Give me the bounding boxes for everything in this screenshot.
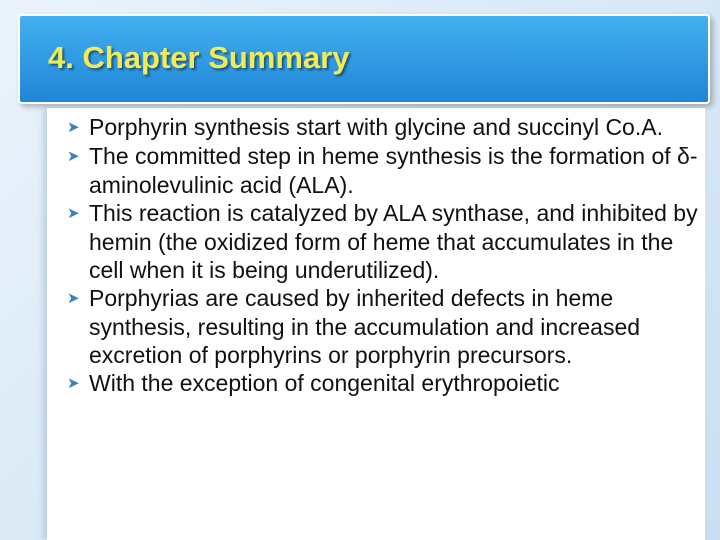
bullet-item <box>67 142 707 199</box>
arrow-bullet-icon: ➤ <box>67 290 80 307</box>
bullet-text: With the exception of congenital erythropoietic <box>89 370 560 396</box>
arrow-bullet-icon: ➤ <box>67 119 80 136</box>
arrow-bullet-icon: ➤ <box>67 205 80 222</box>
bullet-list <box>67 113 707 398</box>
bullet-item <box>67 113 707 142</box>
bullet-item <box>67 199 707 284</box>
bullet-text: The committed step in heme synthesis is the formation of δ-aminolevulinic acid (ALA). <box>89 143 698 198</box>
bullet-text: This reaction is catalyzed by ALA synthase, and inhibited by hemin (the oxidized form of heme that accumulates in the cell when it is being underutilized). <box>89 200 698 283</box>
arrow-bullet-icon: ➤ <box>67 375 80 392</box>
slide-title: 4. Chapter Summary <box>48 40 350 75</box>
bullet-text: Porphyrias are caused by inherited defects in heme synthesis, resulting in the accumulation and increased excretion of porphyrins or porphyrin precursors. <box>89 285 641 368</box>
bullet-text: Porphyrin synthesis start with glycine and succinyl Co.A. <box>89 114 663 140</box>
bullet-item <box>67 369 707 398</box>
bullet-item <box>67 284 707 369</box>
arrow-bullet-icon: ➤ <box>67 148 80 165</box>
